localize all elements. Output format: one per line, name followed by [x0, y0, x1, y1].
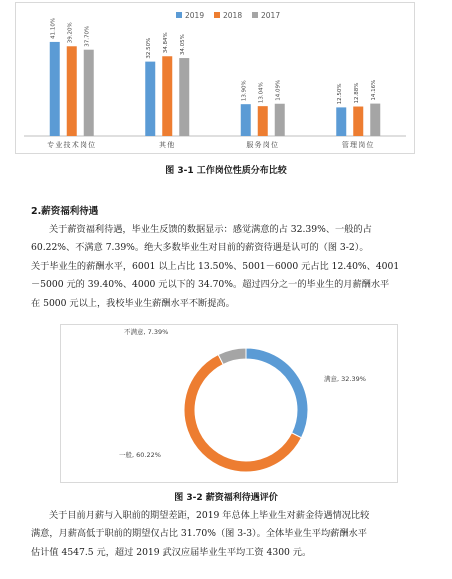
donut-chart — [61, 325, 397, 482]
paragraph-line: 估计值 4547.5 元，超过 2019 武汉应届毕业生平均工资 4300 元。 — [31, 546, 312, 558]
paragraph-line: 60.22%、不满意 7.39%。绝大多数毕业生对目前的薪资待遇是认可的（图 3-2）。 — [31, 242, 369, 254]
bar — [370, 104, 380, 136]
legend-label: 2017 — [261, 11, 281, 20]
bar — [67, 46, 77, 136]
bar — [50, 42, 60, 136]
data-label: 13.90% — [241, 80, 248, 102]
x-tick-label: 专业技术岗位 — [47, 141, 97, 149]
legend-swatch — [252, 12, 258, 18]
paragraph-line: 在 5000 元以上，我校毕业生薪酬水平不断提高。 — [31, 297, 235, 309]
data-label: 12.50% — [337, 83, 344, 105]
bar — [241, 104, 251, 136]
donut-slice — [246, 348, 308, 438]
paragraph-line: 关于薪资福利待遇，毕业生反馈的数据显示：感觉满意的占 32.39%、一般的占 — [49, 224, 372, 235]
paragraph-line: 关于目前月薪与入职前的期望差距，2019 年总体上毕业生对薪金待遇情况比较 — [49, 510, 370, 521]
legend-label: 2019 — [185, 11, 205, 20]
data-label: 34.05% — [180, 34, 187, 56]
legend-swatch — [214, 12, 220, 18]
paragraph-line: 满意，月薪高低于职前的期望仅占比 31.70%（图 3-3）。全体毕业生平均薪酬水平 — [31, 528, 367, 540]
bar — [179, 58, 189, 136]
data-label: 34.84% — [163, 32, 170, 54]
bar-chart — [16, 3, 414, 153]
legend-label: 2018 — [223, 11, 243, 20]
paragraph-salary — [31, 221, 421, 313]
bar — [353, 107, 363, 136]
bar — [162, 56, 172, 136]
data-label: 32.50% — [146, 37, 153, 59]
data-label: 39.20% — [67, 22, 74, 44]
data-label: 12.88% — [354, 82, 361, 104]
legend-swatch — [176, 12, 182, 18]
slice-label: 满意, 32.39% — [324, 375, 366, 383]
paragraph-line: 关于毕业生的薪酬水平，6001 以上占比 13.50%、5001－6000 元占比 12.40%、4001 — [31, 260, 400, 272]
data-label: 14.16% — [371, 79, 378, 101]
data-label: 41.10% — [50, 17, 57, 39]
bar — [258, 106, 268, 136]
x-tick-label: 管理岗位 — [341, 141, 375, 149]
data-label: 14.09% — [275, 79, 282, 101]
data-label: 13.04% — [258, 82, 265, 104]
x-tick-label: 其他 — [159, 141, 176, 149]
bar-chart-frame — [15, 2, 415, 154]
bar — [84, 50, 94, 136]
slice-label: 一般, 60.22% — [119, 451, 161, 459]
donut-slice — [218, 348, 246, 364]
section-heading: 2.薪资福利待遇 — [31, 206, 99, 217]
bar — [336, 107, 346, 136]
paragraph-line: －5000 元的 39.40%、4000 元以下的 34.70%。超过四分之一的毕业生的月薪酬水平 — [31, 279, 390, 291]
paragraph-expectation — [31, 507, 421, 562]
data-label: 37.70% — [84, 25, 91, 47]
donut-chart-frame — [60, 324, 398, 483]
figure-caption-3-2: 图 3-2 薪资福利待遇评价 — [174, 493, 278, 503]
figure-caption-3-1: 图 3-1 工作岗位性质分布比较 — [165, 166, 287, 176]
slice-label: 不满意, 7.39% — [124, 328, 169, 336]
bar — [145, 62, 155, 136]
bar — [275, 104, 285, 136]
x-tick-label: 服务岗位 — [246, 141, 280, 149]
